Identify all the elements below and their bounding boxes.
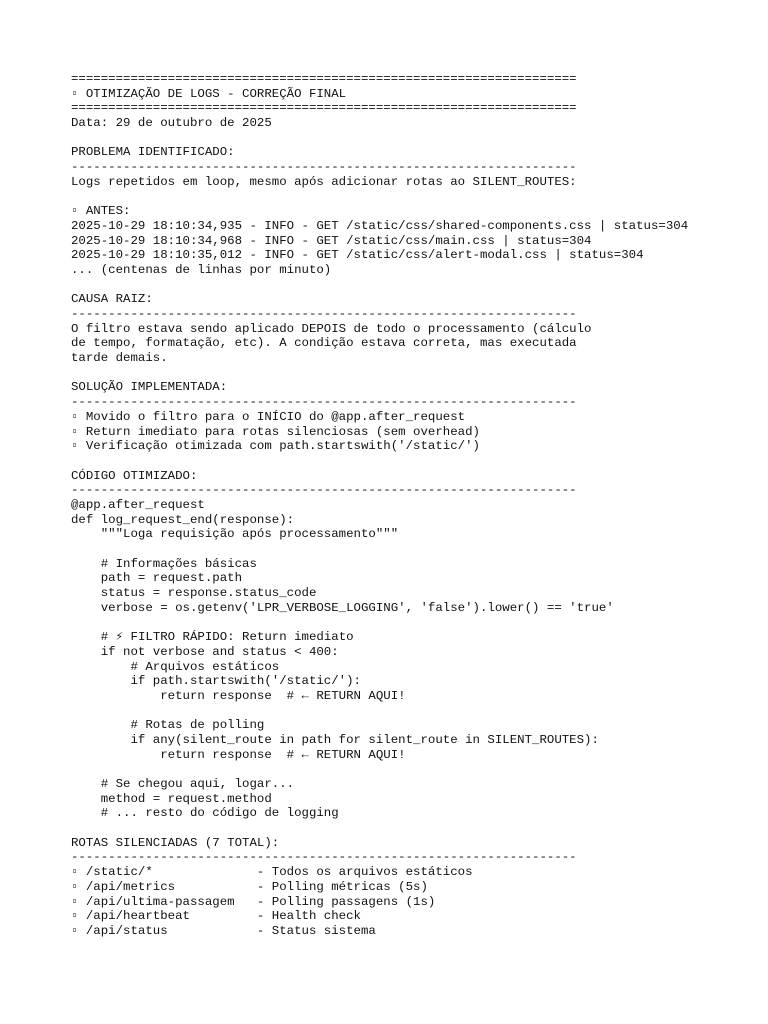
code-line: def log_request_end(response): <box>71 512 295 527</box>
text-line: O filtro estava sendo aplicado DEPOIS de todo o processamento (cálculo <box>71 321 592 336</box>
text-line: Logs repetidos em loop, mesmo após adicionar rotas ao SILENT_ROUTES: <box>71 174 577 189</box>
blank-line <box>71 704 761 719</box>
route-item: ▫ /static/* - Todos os arquivos estáticos <box>71 865 473 880</box>
code-line: path = request.path <box>71 571 243 586</box>
code-line: # Arquivos estáticos <box>71 659 280 674</box>
code-line: # ⚡ FILTRO RÁPIDO: Return imediato <box>71 630 354 645</box>
blank-line <box>71 542 761 557</box>
route-item: ▫ /api/metrics - Polling métricas (5s) <box>71 879 428 894</box>
dash-separator: -------------------------------------------------------------------- <box>71 307 577 321</box>
separator-line: ==================================================================== <box>71 72 577 86</box>
blank-line <box>71 615 761 630</box>
code-line: # Informações básicas <box>71 556 257 571</box>
code-line: if any(silent_route in path for silent_route in SILENT_ROUTES): <box>71 732 599 747</box>
code-line: status = response.status_code <box>71 586 317 601</box>
document-title: ▫ OTIMIZAÇÃO DE LOGS - CORREÇÃO FINAL <box>71 86 347 101</box>
document-page <box>71 72 761 939</box>
blank-line <box>71 278 761 293</box>
code-line: return response # ← RETURN AQUI! <box>71 688 406 703</box>
code-line: # Se chegou aqui, logar... <box>71 777 295 791</box>
blank-line <box>71 131 761 146</box>
separator-line: ==================================================================== <box>71 101 577 116</box>
log-line: 2025-10-29 18:10:35,012 - INFO - GET /static/css/alert-modal.css | status=304 <box>71 248 644 263</box>
code-line: method = request.method <box>71 791 272 806</box>
code-line: return response # ← RETURN AQUI! <box>71 747 406 762</box>
log-line: 2025-10-29 18:10:34,968 - INFO - GET /static/css/main.css | status=304 <box>71 233 592 248</box>
text-line: de tempo, formatação, etc). A condição estava correta, mas executada <box>71 336 577 351</box>
text-line: tarde demais. <box>71 351 168 366</box>
code-line: """Loga requisição após processamento""" <box>71 527 399 542</box>
dash-separator: -------------------------------------------------------------------- <box>71 395 577 410</box>
code-line: verbose = os.getenv('LPR_VERBOSE_LOGGING', 'false').lower() == 'true' <box>71 600 614 615</box>
route-item: ▫ /api/heartbeat - Health check <box>71 909 361 924</box>
section-heading-routes: ROTAS SILENCIADAS (7 TOTAL): <box>71 835 280 850</box>
section-heading-problem: PROBLEMA IDENTIFICADO: <box>71 145 235 160</box>
section-heading-solution: SOLUÇÃO IMPLEMENTADA: <box>71 380 228 395</box>
dash-separator: -------------------------------------------------------------------- <box>71 850 577 865</box>
blank-line <box>71 454 761 469</box>
bullet-item: ▫ Return imediato para rotas silenciosas (sem overhead) <box>71 424 480 439</box>
section-heading-code: CÓDIGO OTIMIZADO: <box>71 468 198 483</box>
code-line: # ... resto do código de logging <box>71 806 339 821</box>
code-line: if path.startswith('/static/'): <box>71 674 361 689</box>
bullet-item: ▫ Verificação otimizada com path.startswith('/static/') <box>71 439 480 454</box>
code-line: if not verbose and status < 400: <box>71 644 339 659</box>
blank-line <box>71 821 761 836</box>
blank-line <box>71 190 761 205</box>
blank-line <box>71 366 761 381</box>
code-line: # Rotas de polling <box>71 718 265 733</box>
dash-separator: -------------------------------------------------------------------- <box>71 483 577 498</box>
dash-separator: -------------------------------------------------------------------- <box>71 160 577 175</box>
document-date: Data: 29 de outubro de 2025 <box>71 116 272 131</box>
text-line: ... (centenas de linhas por minuto) <box>71 262 332 277</box>
code-line: @app.after_request <box>71 497 205 512</box>
blank-line <box>71 762 761 777</box>
section-heading-root-cause: CAUSA RAIZ: <box>71 292 153 307</box>
log-line: 2025-10-29 18:10:34,935 - INFO - GET /static/css/shared-components.css | status=304 <box>71 218 689 233</box>
route-item: ▫ /api/status - Status sistema <box>71 923 376 938</box>
route-item: ▫ /api/ultima-passagem - Polling passagens (1s) <box>71 894 436 909</box>
bullet-item: ▫ Movido o filtro para o INÍCIO do @app.after_request <box>71 409 466 424</box>
subheading-before: ▫ ANTES: <box>71 204 131 219</box>
